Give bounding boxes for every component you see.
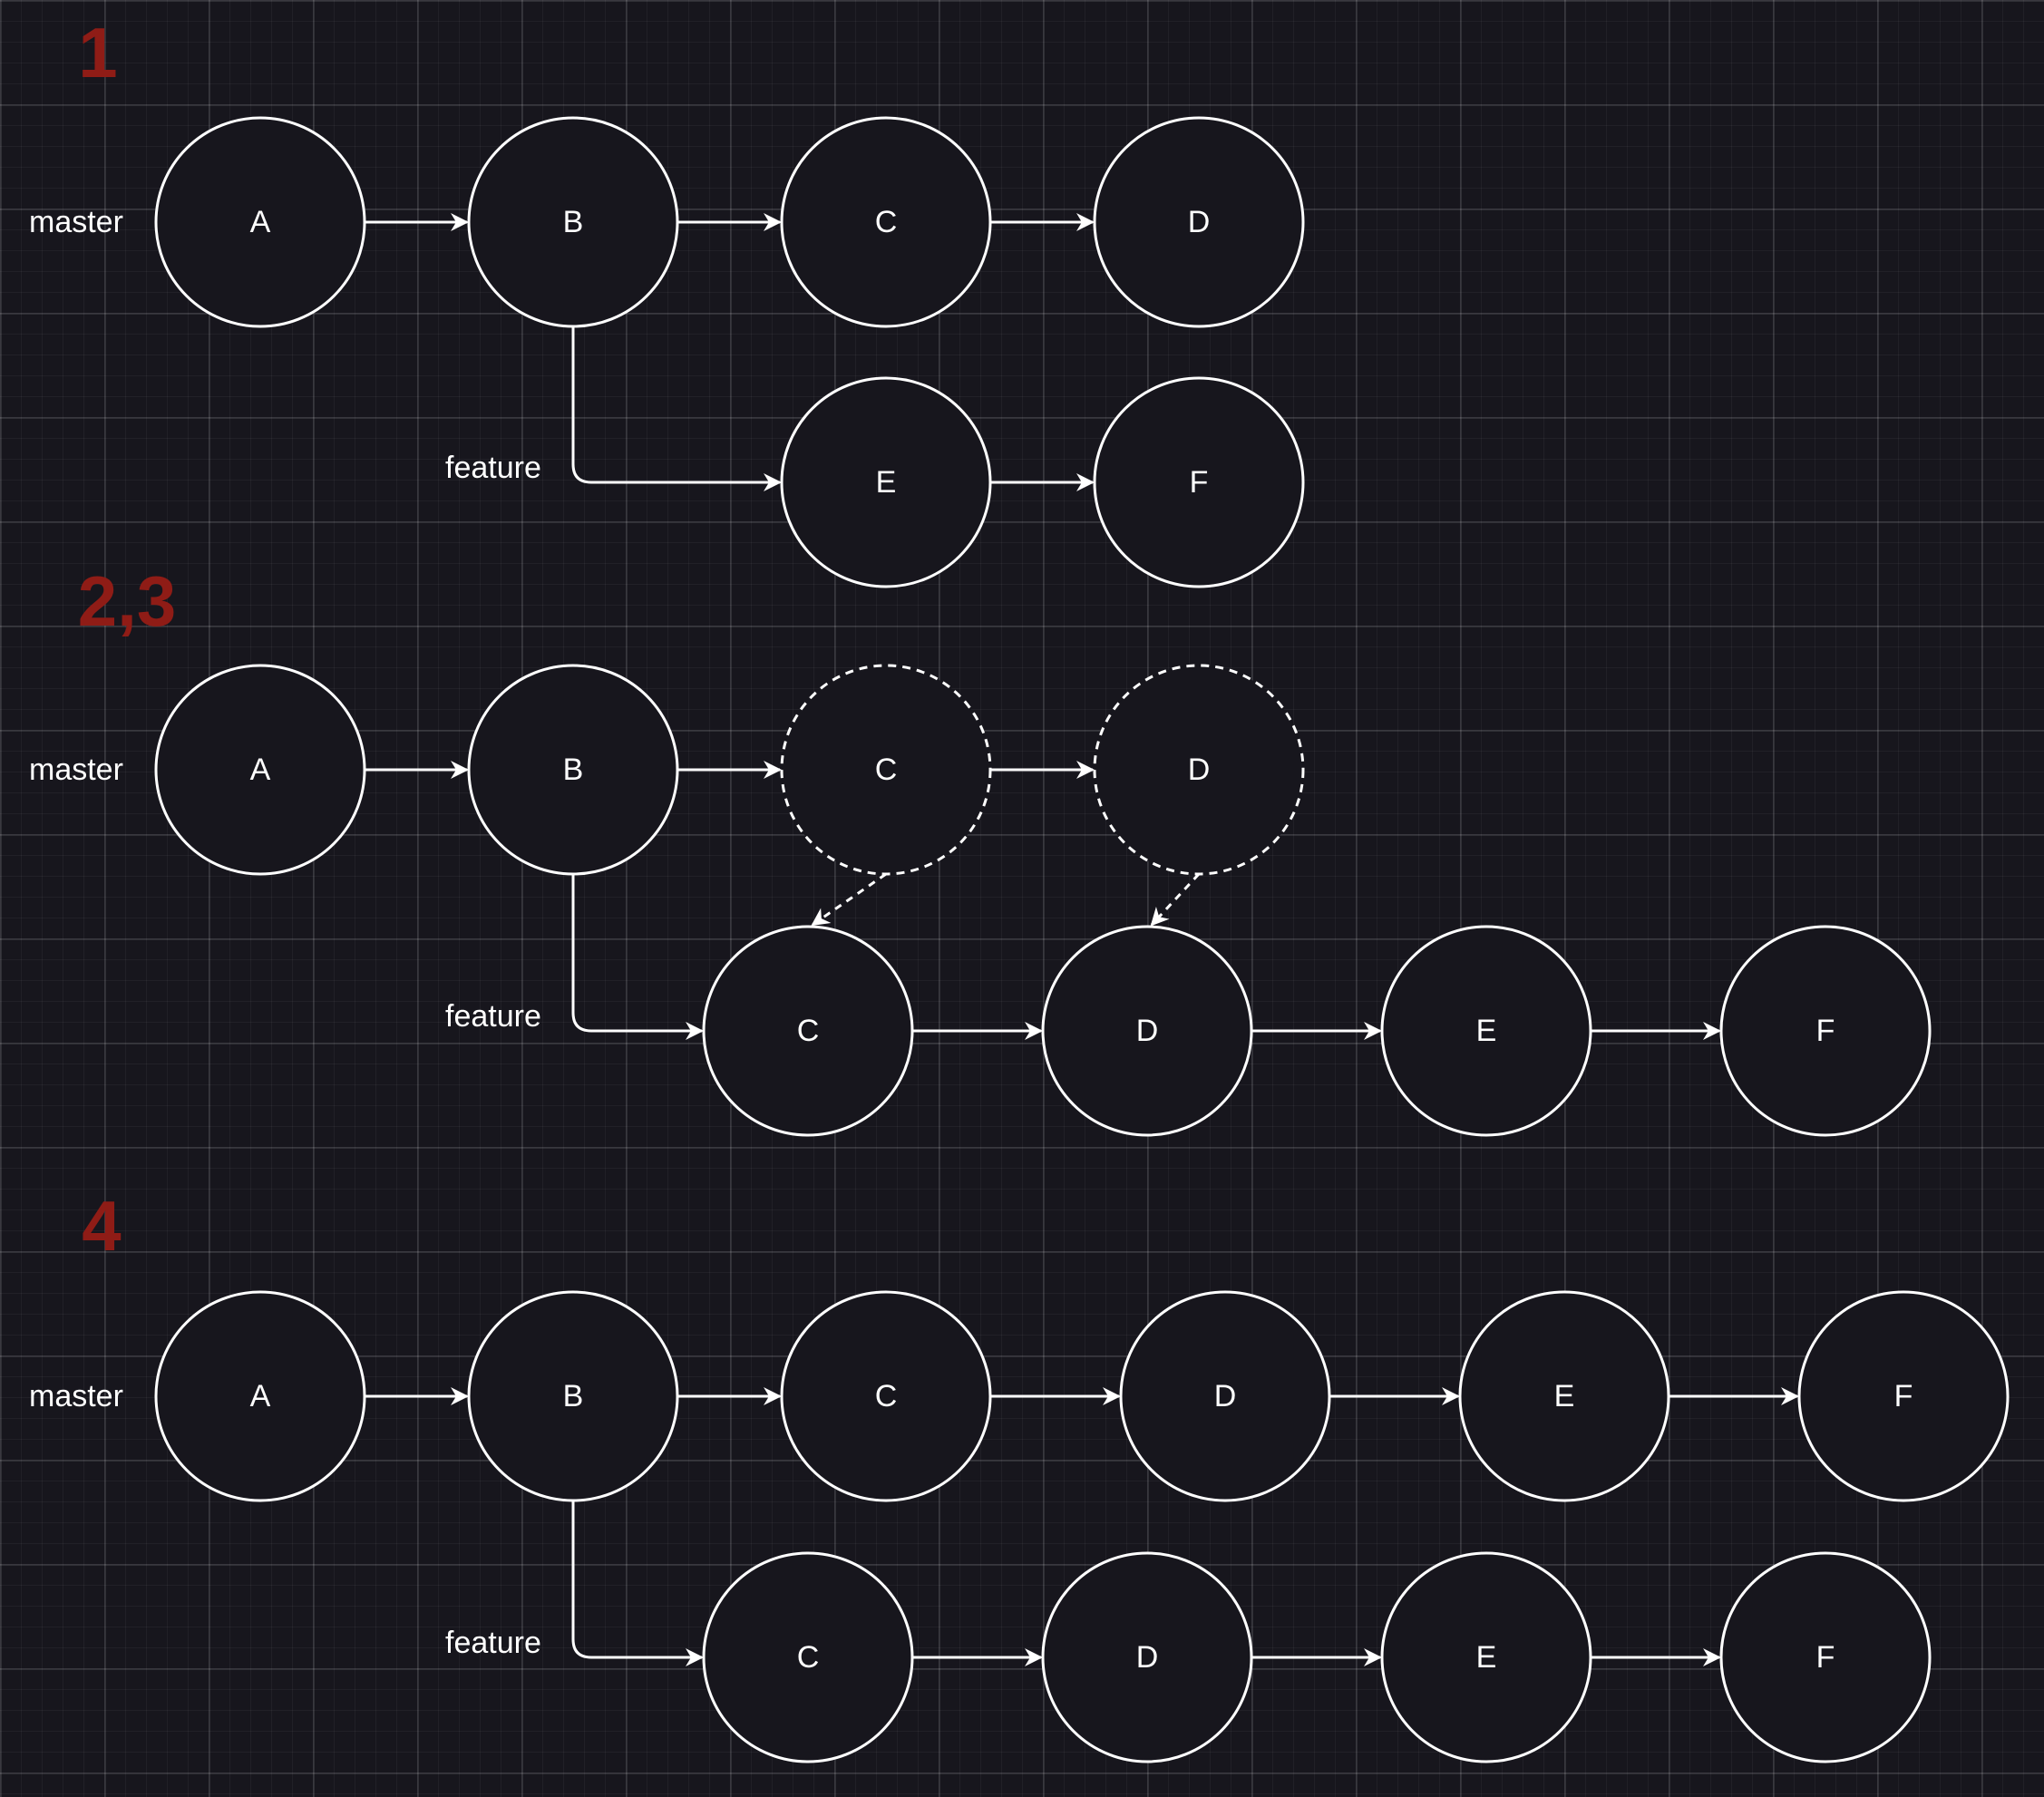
panel-2-rebase-link	[1152, 874, 1199, 925]
panel-1-feature-label: feature	[445, 451, 541, 485]
panel-1-branch-edge	[573, 326, 780, 482]
panel-2-feature-label: feature	[445, 999, 541, 1034]
panel-3-branch-edge	[573, 1501, 702, 1657]
panel-3-master-commit-d-label: D	[1213, 1379, 1237, 1413]
nodes-layer	[156, 118, 2008, 1762]
panel-2-master-commit-a-label: A	[249, 753, 271, 787]
panel-2-master-label: master	[29, 753, 123, 787]
panel-1-master-commit-c-label: C	[874, 205, 898, 239]
panel-2-rebase-link	[813, 874, 886, 925]
panel-2-feature-commit-e-label: E	[1475, 1014, 1497, 1048]
panel-3-feature-commit-c-label: C	[796, 1640, 820, 1675]
panel-3-feature-commit-f-label: F	[1815, 1640, 1835, 1675]
panel-2-feature-commit-f-label: F	[1815, 1014, 1835, 1048]
panel-1-feature-commit-f-label: F	[1189, 465, 1209, 500]
panel-2-feature-commit-c-label: C	[796, 1014, 820, 1048]
panel-3-step-label: 4	[82, 1186, 122, 1266]
panel-2-feature-commit-d-label: D	[1135, 1014, 1159, 1048]
panel-1-master-commit-b-label: B	[562, 205, 584, 239]
panel-3-feature-commit-d-label: D	[1135, 1640, 1159, 1675]
panel-3-feature-label: feature	[445, 1626, 541, 1660]
panel-3-feature-commit-e-label: E	[1475, 1640, 1497, 1675]
panel-1-master-commit-d-label: D	[1187, 205, 1211, 239]
panel-2-branch-edge	[573, 874, 702, 1031]
panel-1-master-label: master	[29, 205, 123, 239]
panel-1-feature-commit-e-label: E	[875, 465, 897, 500]
panel-3-master-commit-b-label: B	[562, 1379, 584, 1413]
panel-3-master-commit-f-label: F	[1893, 1379, 1913, 1413]
panel-3-master-label: master	[29, 1379, 123, 1413]
panel-3-master-commit-a-label: A	[249, 1379, 271, 1413]
panel-2-master-commit-b-label: B	[562, 753, 584, 787]
panel-2-master-commit-d-label: D	[1187, 753, 1211, 787]
panel-2-master-commit-c-label: C	[874, 753, 898, 787]
panel-1-master-commit-a-label: A	[249, 205, 271, 239]
panel-3-master-commit-e-label: E	[1553, 1379, 1575, 1413]
panel-3-master-commit-c-label: C	[874, 1379, 898, 1413]
panel-1-step-label: 1	[78, 13, 118, 92]
panel-2-step-label: 2,3	[77, 561, 177, 641]
